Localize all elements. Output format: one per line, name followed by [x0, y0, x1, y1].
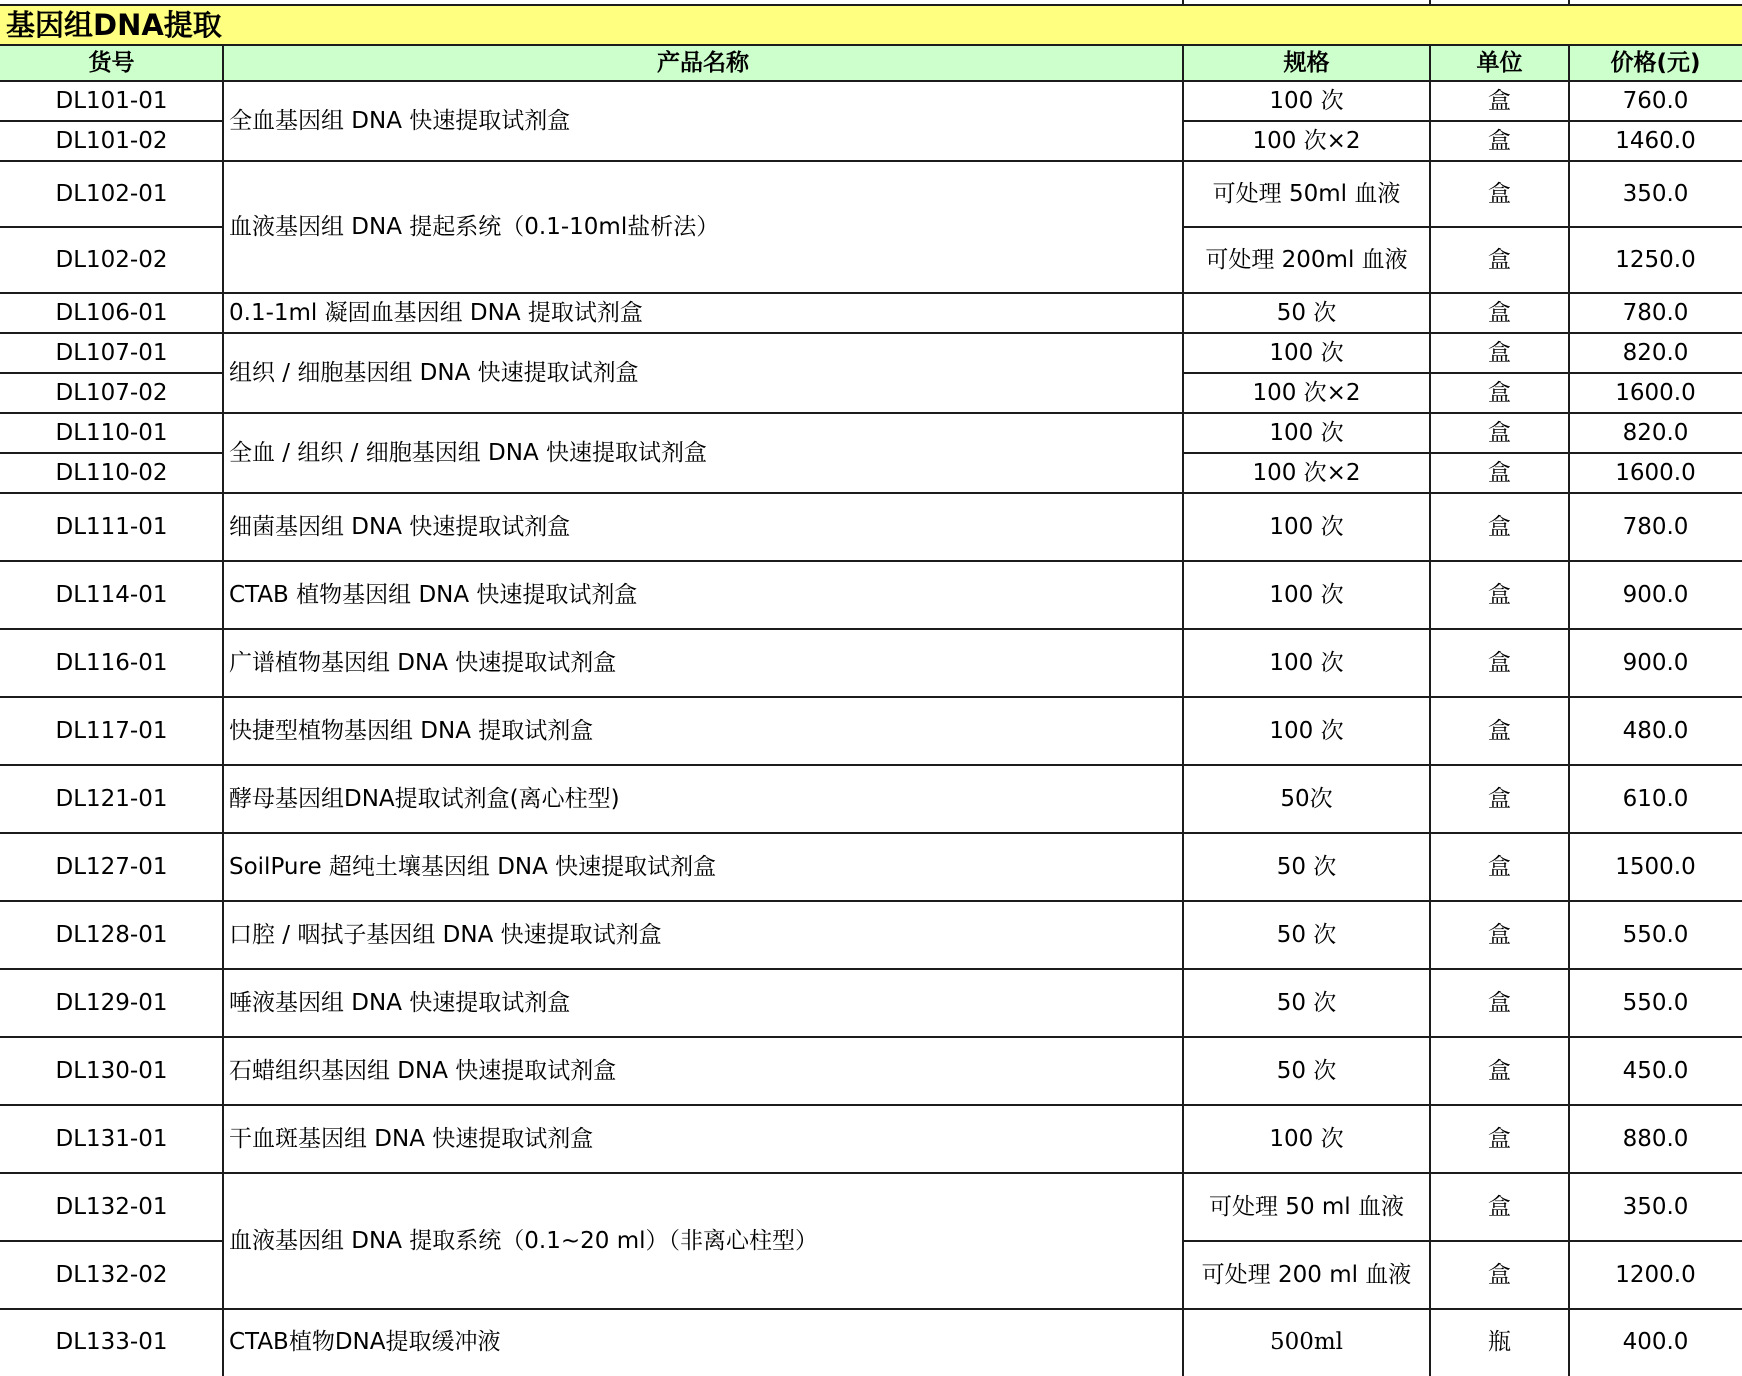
table-cell-product-name: CTAB 植物基因组 DNA 快速提取试剂盒: [229, 581, 638, 608]
table-cell-spec: 可处理 200ml 血液: [1205, 246, 1408, 273]
table-cell-code: DL121-01: [55, 785, 168, 812]
table-cell-spec: 50 次: [1276, 853, 1337, 880]
grid-line: [0, 1172, 1742, 1174]
grid-line: [0, 160, 1742, 162]
table-cell-unit: 盒: [1488, 853, 1511, 880]
grid-line: [0, 452, 223, 454]
table-cell-price: 780.0: [1622, 513, 1689, 540]
table-cell-unit: 盒: [1488, 339, 1511, 366]
table-cell-code: DL110-02: [55, 459, 168, 486]
table-cell-price: 350.0: [1622, 1193, 1689, 1220]
table-cell-code: DL128-01: [55, 921, 168, 948]
grid-line: [1182, 45, 1184, 1376]
table-cell-spec: 100 次: [1269, 513, 1344, 540]
grid-line: [1183, 452, 1742, 454]
table-cell-spec: 100 次×2: [1252, 379, 1361, 406]
table-cell-product-name: 血液基因组 DNA 提取系统（0.1~20 ml）（非离心柱型）: [229, 1227, 818, 1254]
grid-line: [0, 292, 1742, 294]
table-cell-price: 550.0: [1622, 989, 1689, 1016]
table-cell-spec: 50 次: [1276, 989, 1337, 1016]
grid-line: [0, 372, 223, 374]
table-cell-code: DL102-02: [55, 246, 168, 273]
table-cell-code: DL111-01: [55, 513, 168, 540]
grid-line: [1568, 45, 1570, 1376]
grid-line: [0, 832, 1742, 834]
table-cell-spec: 100 次: [1269, 339, 1344, 366]
grid-line: [0, 4, 1742, 6]
table-cell-price: 900.0: [1622, 581, 1689, 608]
table-cell-code: DL117-01: [55, 717, 168, 744]
table-cell-price: 1600.0: [1615, 379, 1696, 406]
table-cell-product-name: CTAB植物DNA提取缓冲液: [229, 1329, 501, 1355]
table-cell-price: 900.0: [1622, 649, 1689, 676]
table-cell-price: 1200.0: [1615, 1261, 1696, 1288]
column-header-name: 产品名称: [657, 49, 749, 76]
table-cell-price: 780.0: [1622, 299, 1689, 326]
table-cell-spec: 50 次: [1276, 921, 1337, 948]
table-cell-product-name: 细菌基因组 DNA 快速提取试剂盒: [229, 513, 571, 540]
column-header-code: 货号: [88, 49, 135, 76]
table-cell-spec: 50 次: [1276, 299, 1337, 326]
table-cell-unit: 盒: [1488, 419, 1511, 446]
table-cell-unit: 盒: [1488, 1193, 1511, 1220]
grid-line: [0, 1104, 1742, 1106]
column-header-spec: 规格: [1283, 49, 1330, 76]
table-cell-product-name: 血液基因组 DNA 提起系统（0.1-10ml盐析法）: [229, 213, 720, 240]
grid-line: [1183, 372, 1742, 374]
table-cell-unit: 盒: [1488, 785, 1511, 812]
table-cell-price: 820.0: [1622, 339, 1689, 366]
grid-line: [222, 45, 224, 1376]
table-cell-price: 820.0: [1622, 419, 1689, 446]
column-header-unit: 单位: [1476, 49, 1523, 76]
table-cell-code: DL116-01: [55, 649, 168, 676]
grid-line: [0, 226, 223, 228]
table-cell-product-name: SoilPure 超纯土壤基因组 DNA 快速提取试剂盒: [229, 853, 717, 880]
table-cell-product-name: 广谱植物基因组 DNA 快速提取试剂盒: [229, 649, 617, 676]
table-cell-code: DL132-01: [55, 1193, 168, 1220]
table-cell-spec: 50 次: [1276, 1057, 1337, 1084]
grid-line: [1183, 120, 1742, 122]
table-cell-spec: 100 次: [1269, 419, 1344, 446]
table-cell-spec: 可处理 50ml 血液: [1212, 180, 1401, 207]
grid-line: [0, 764, 1742, 766]
table-cell-code: DL101-02: [55, 127, 168, 154]
table-cell-unit: 盒: [1488, 87, 1511, 114]
section-title-band: [0, 5, 1742, 45]
table-cell-unit: 盒: [1488, 1261, 1511, 1288]
grid-line: [0, 1036, 1742, 1038]
grid-line: [1182, 0, 1184, 5]
table-cell-code: DL129-01: [55, 989, 168, 1016]
table-cell-product-name: 干血斑基因组 DNA 快速提取试剂盒: [229, 1125, 594, 1152]
table-cell-product-name: 酵母基因组DNA提取试剂盒(离心柱型): [229, 785, 620, 812]
table-cell-unit: 盒: [1488, 581, 1511, 608]
grid-line: [0, 1240, 223, 1242]
grid-line: [1183, 226, 1742, 228]
table-cell-code: DL102-01: [55, 180, 168, 207]
table-cell-product-name: 全血 / 组织 / 细胞基因组 DNA 快速提取试剂盒: [229, 439, 708, 466]
grid-line: [0, 120, 223, 122]
table-cell-code: DL132-02: [55, 1261, 168, 1288]
grid-line: [1429, 0, 1431, 5]
table-cell-unit: 盒: [1488, 989, 1511, 1016]
table-cell-product-name: 石蜡组织基因组 DNA 快速提取试剂盒: [229, 1057, 617, 1084]
table-cell-price: 350.0: [1622, 180, 1689, 207]
grid-line: [0, 1308, 1742, 1310]
table-cell-unit: 瓶: [1488, 1329, 1511, 1355]
table-cell-code: DL107-01: [55, 339, 168, 366]
grid-line: [0, 412, 1742, 414]
table-cell-code: DL114-01: [55, 581, 168, 608]
table-cell-spec: 100 次: [1269, 87, 1344, 114]
table-cell-unit: 盒: [1488, 459, 1511, 486]
table-cell-unit: 盒: [1488, 1057, 1511, 1084]
table-cell-price: 1460.0: [1615, 127, 1696, 154]
grid-line: [1429, 45, 1431, 1376]
table-cell-unit: 盒: [1488, 299, 1511, 326]
section-title: 基因组DNA提取: [6, 8, 222, 42]
column-header-price: 价格(元): [1610, 49, 1701, 76]
table-cell-code: DL130-01: [55, 1057, 168, 1084]
table-cell-product-name: 0.1-1ml 凝固血基因组 DNA 提取试剂盒: [229, 299, 643, 326]
table-cell-product-name: 快捷型植物基因组 DNA 提取试剂盒: [229, 717, 594, 744]
grid-line: [1568, 0, 1570, 5]
table-cell-price: 1500.0: [1615, 853, 1696, 880]
table-cell-spec: 100 次×2: [1252, 127, 1361, 154]
table-cell-code: DL106-01: [55, 299, 168, 326]
grid-line: [0, 628, 1742, 630]
table-cell-spec: 可处理 50 ml 血液: [1209, 1193, 1404, 1220]
table-cell-unit: 盒: [1488, 246, 1511, 273]
table-cell-unit: 盒: [1488, 717, 1511, 744]
grid-line: [1183, 1240, 1742, 1242]
table-cell-product-name: 组织 / 细胞基因组 DNA 快速提取试剂盒: [229, 359, 639, 386]
table-cell-spec: 100 次: [1269, 649, 1344, 676]
table-cell-spec: 100 次: [1269, 717, 1344, 744]
grid-line: [0, 44, 1742, 46]
table-cell-product-name: 口腔 / 咽拭子基因组 DNA 快速提取试剂盒: [229, 921, 662, 948]
table-cell-price: 610.0: [1622, 785, 1689, 812]
grid-line: [0, 696, 1742, 698]
table-cell-spec: 100 次: [1269, 581, 1344, 608]
table-cell-price: 760.0: [1622, 87, 1689, 114]
table-cell-unit: 盒: [1488, 180, 1511, 207]
table-cell-price: 1250.0: [1615, 246, 1696, 273]
table-cell-product-name: 唾液基因组 DNA 快速提取试剂盒: [229, 989, 571, 1016]
table-cell-spec: 50次: [1280, 785, 1333, 812]
table-cell-price: 480.0: [1622, 717, 1689, 744]
table-cell-price: 450.0: [1622, 1057, 1689, 1084]
grid-line: [0, 560, 1742, 562]
table-cell-unit: 盒: [1488, 649, 1511, 676]
table-cell-spec: 100 次: [1269, 1125, 1344, 1152]
grid-line: [0, 80, 1742, 82]
grid-line: [0, 332, 1742, 334]
table-cell-spec: 100 次×2: [1252, 459, 1361, 486]
table-cell-unit: 盒: [1488, 127, 1511, 154]
table-cell-spec: 可处理 200 ml 血液: [1201, 1261, 1412, 1288]
table-cell-unit: 盒: [1488, 379, 1511, 406]
table-cell-code: DL107-02: [55, 379, 168, 406]
table-cell-price: 400.0: [1622, 1329, 1689, 1355]
grid-line: [0, 968, 1742, 970]
table-cell-price: 880.0: [1622, 1125, 1689, 1152]
table-cell-price: 550.0: [1622, 921, 1689, 948]
table-cell-unit: 盒: [1488, 921, 1511, 948]
grid-line: [0, 900, 1742, 902]
table-cell-code: DL133-01: [55, 1329, 168, 1355]
table-cell-product-name: 全血基因组 DNA 快速提取试剂盒: [229, 107, 571, 134]
table-cell-code: DL110-01: [55, 419, 168, 446]
table-cell-code: DL101-01: [55, 87, 168, 114]
table-cell-spec: 500ml: [1269, 1329, 1344, 1355]
table-cell-unit: 盒: [1488, 1125, 1511, 1152]
table-cell-unit: 盒: [1488, 513, 1511, 540]
grid-line: [0, 492, 1742, 494]
table-cell-price: 1600.0: [1615, 459, 1696, 486]
table-cell-code: DL127-01: [55, 853, 168, 880]
table-cell-code: DL131-01: [55, 1125, 168, 1152]
